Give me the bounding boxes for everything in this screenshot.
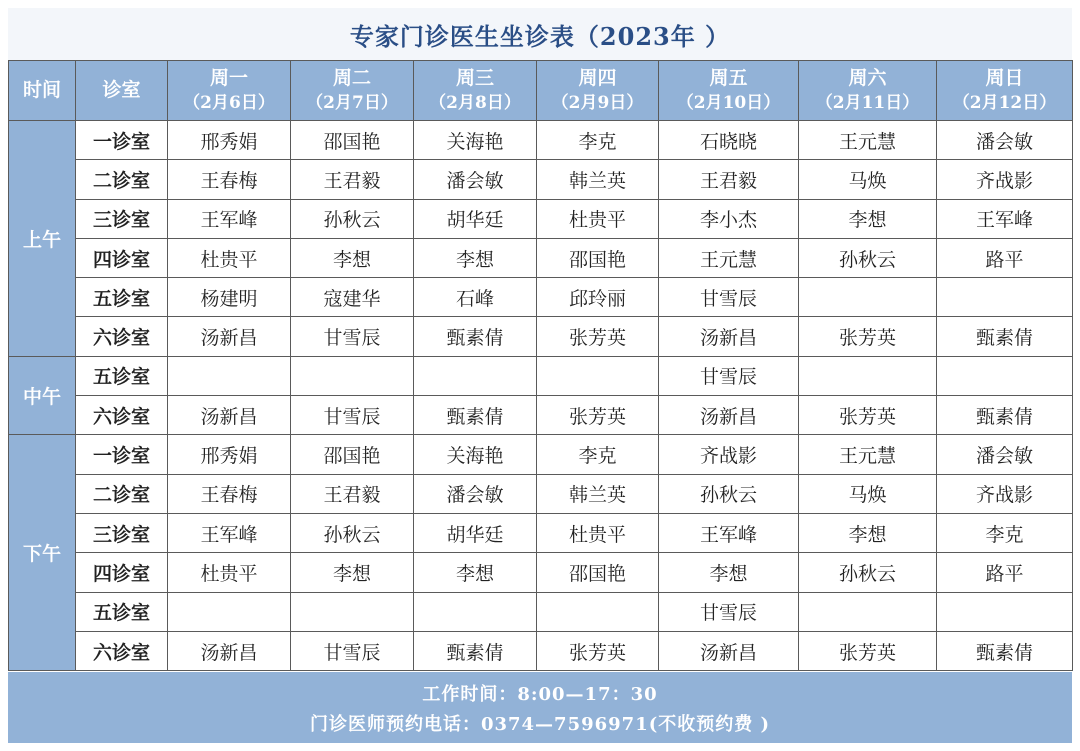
room-name: 六诊室 (76, 396, 168, 435)
doctor-cell-thu (537, 592, 659, 631)
schedule-row (9, 317, 1073, 356)
doctor-cell-fri: 汤新昌 (659, 396, 799, 435)
header-row (9, 61, 1073, 121)
doctor-cell-fri: 汤新昌 (659, 317, 799, 356)
doctor-cell-mon: 王军峰 (168, 513, 291, 552)
doctor-cell-fri: 孙秋云 (659, 474, 799, 513)
header-day-tue: 周二 （2月7日） (291, 61, 414, 121)
doctor-cell-mon: 杨建明 (168, 278, 291, 317)
doctor-cell-wed: 李想 (414, 238, 537, 277)
doctor-cell-sat (799, 278, 937, 317)
doctor-cell-tue: 孙秋云 (291, 513, 414, 552)
room-name: 一诊室 (76, 121, 168, 160)
doctor-cell-tue: 邵国艳 (291, 121, 414, 160)
doctor-cell-sun: 潘会敏 (937, 435, 1073, 474)
doctor-cell-sat: 马焕 (799, 160, 937, 199)
doctor-cell-sun: 路平 (937, 238, 1073, 277)
doctor-cell-thu: 邱玲丽 (537, 278, 659, 317)
doctor-cell-fri: 汤新昌 (659, 631, 799, 670)
header-day-sat: 周六 （2月11日） (799, 61, 937, 121)
doctor-cell-sat (799, 592, 937, 631)
doctor-cell-mon: 杜贵平 (168, 238, 291, 277)
schedule-row (9, 513, 1073, 552)
period-label: 上午 (9, 121, 76, 357)
doctor-cell-sun (937, 592, 1073, 631)
doctor-cell-sun: 李克 (937, 513, 1073, 552)
doctor-cell-fri: 李小杰 (659, 199, 799, 238)
doctor-cell-tue: 孙秋云 (291, 199, 414, 238)
doctor-cell-sun (937, 278, 1073, 317)
doctor-cell-sat: 王元慧 (799, 121, 937, 160)
doctor-cell-thu: 张芳英 (537, 631, 659, 670)
schedule-row (9, 121, 1073, 160)
doctor-cell-tue: 邵国艳 (291, 435, 414, 474)
doctor-cell-mon: 杜贵平 (168, 553, 291, 592)
doctor-cell-sun (937, 356, 1073, 395)
room-name: 三诊室 (76, 199, 168, 238)
doctor-cell-mon (168, 356, 291, 395)
doctor-cell-fri: 甘雪辰 (659, 278, 799, 317)
doctor-cell-thu: 张芳英 (537, 317, 659, 356)
header-day-thu: 周四 （2月9日） (537, 61, 659, 121)
period-label: 中午 (9, 356, 76, 435)
doctor-cell-mon: 王春梅 (168, 160, 291, 199)
page-title: 专家门诊医生坐诊表（2023年 ） (349, 21, 731, 51)
doctor-cell-thu: 杜贵平 (537, 513, 659, 552)
appointment-phone: 门诊医师预约电话：0374—7596971(不收预约费 ) (309, 713, 771, 735)
doctor-cell-tue: 寇建华 (291, 278, 414, 317)
doctor-cell-sun: 齐战影 (937, 474, 1073, 513)
header-day-fri: 周五 （2月10日） (659, 61, 799, 121)
period-label: 下午 (9, 435, 76, 671)
doctor-cell-sat (799, 356, 937, 395)
doctor-cell-sun: 潘会敏 (937, 121, 1073, 160)
header-room: 诊室 (76, 61, 168, 121)
room-name: 二诊室 (76, 160, 168, 199)
working-hours: 工作时间：8:00—17：30 (422, 683, 658, 705)
room-name: 五诊室 (76, 356, 168, 395)
doctor-cell-tue: 甘雪辰 (291, 317, 414, 356)
schedule-row (9, 160, 1073, 199)
title-bar (8, 8, 1072, 60)
doctor-cell-wed: 甄素倩 (414, 631, 537, 670)
schedule-row (9, 553, 1073, 592)
doctor-cell-thu: 张芳英 (537, 396, 659, 435)
schedule-row (9, 238, 1073, 277)
doctor-cell-mon: 汤新昌 (168, 396, 291, 435)
schedule-table (8, 60, 1073, 671)
doctor-cell-wed: 关海艳 (414, 121, 537, 160)
doctor-cell-tue: 李想 (291, 553, 414, 592)
doctor-cell-sat: 张芳英 (799, 317, 937, 356)
doctor-cell-sat: 张芳英 (799, 396, 937, 435)
doctor-cell-sun: 齐战影 (937, 160, 1073, 199)
room-name: 五诊室 (76, 592, 168, 631)
doctor-cell-thu: 邵国艳 (537, 553, 659, 592)
doctor-cell-tue: 甘雪辰 (291, 396, 414, 435)
schedule-row (9, 435, 1073, 474)
doctor-cell-sat: 马焕 (799, 474, 937, 513)
doctor-cell-tue: 甘雪辰 (291, 631, 414, 670)
doctor-cell-wed (414, 356, 537, 395)
room-name: 二诊室 (76, 474, 168, 513)
schedule-row (9, 396, 1073, 435)
doctor-cell-tue: 王君毅 (291, 474, 414, 513)
doctor-cell-sat: 孙秋云 (799, 553, 937, 592)
doctor-cell-thu: 李克 (537, 121, 659, 160)
doctor-cell-thu: 邵国艳 (537, 238, 659, 277)
doctor-cell-fri: 甘雪辰 (659, 356, 799, 395)
room-name: 六诊室 (76, 631, 168, 670)
header-day-sun: 周日 （2月12日） (937, 61, 1073, 121)
doctor-cell-wed (414, 592, 537, 631)
doctor-cell-sat: 张芳英 (799, 631, 937, 670)
schedule-row (9, 356, 1073, 395)
header-day-mon: 周一 （2月6日） (168, 61, 291, 121)
doctor-cell-mon: 王军峰 (168, 199, 291, 238)
doctor-cell-mon (168, 592, 291, 631)
header-time: 时间 (9, 61, 76, 121)
doctor-cell-fri: 甘雪辰 (659, 592, 799, 631)
doctor-cell-thu: 李克 (537, 435, 659, 474)
schedule-row (9, 631, 1073, 670)
doctor-cell-mon: 邢秀娟 (168, 121, 291, 160)
doctor-cell-wed: 胡华廷 (414, 199, 537, 238)
doctor-cell-tue (291, 356, 414, 395)
doctor-cell-mon: 王春梅 (168, 474, 291, 513)
doctor-cell-sun: 甄素倩 (937, 631, 1073, 670)
doctor-cell-wed: 胡华廷 (414, 513, 537, 552)
room-name: 五诊室 (76, 278, 168, 317)
doctor-cell-wed: 甄素倩 (414, 396, 537, 435)
doctor-cell-wed: 甄素倩 (414, 317, 537, 356)
doctor-cell-wed: 李想 (414, 553, 537, 592)
doctor-cell-sat: 王元慧 (799, 435, 937, 474)
doctor-cell-fri: 齐战影 (659, 435, 799, 474)
doctor-cell-sun: 甄素倩 (937, 317, 1073, 356)
room-name: 一诊室 (76, 435, 168, 474)
room-name: 三诊室 (76, 513, 168, 552)
doctor-cell-wed: 关海艳 (414, 435, 537, 474)
doctor-cell-fri: 王君毅 (659, 160, 799, 199)
room-name: 六诊室 (76, 317, 168, 356)
doctor-cell-mon: 汤新昌 (168, 631, 291, 670)
doctor-cell-tue (291, 592, 414, 631)
doctor-cell-wed: 石峰 (414, 278, 537, 317)
schedule-body (9, 121, 1073, 671)
footer-bar (8, 672, 1072, 743)
schedule-row (9, 592, 1073, 631)
doctor-cell-sun: 路平 (937, 553, 1073, 592)
doctor-cell-fri: 王元慧 (659, 238, 799, 277)
doctor-cell-thu (537, 356, 659, 395)
schedule-row (9, 199, 1073, 238)
doctor-cell-sat: 李想 (799, 199, 937, 238)
doctor-cell-fri: 王军峰 (659, 513, 799, 552)
doctor-cell-thu: 韩兰英 (537, 160, 659, 199)
header-day-wed: 周三 （2月8日） (414, 61, 537, 121)
doctor-cell-fri: 李想 (659, 553, 799, 592)
doctor-cell-mon: 邢秀娟 (168, 435, 291, 474)
room-name: 四诊室 (76, 238, 168, 277)
schedule-row (9, 474, 1073, 513)
doctor-cell-fri: 石晓晓 (659, 121, 799, 160)
doctor-cell-thu: 杜贵平 (537, 199, 659, 238)
doctor-cell-wed: 潘会敏 (414, 160, 537, 199)
doctor-cell-tue: 李想 (291, 238, 414, 277)
doctor-cell-tue: 王君毅 (291, 160, 414, 199)
room-name: 四诊室 (76, 553, 168, 592)
doctor-cell-thu: 韩兰英 (537, 474, 659, 513)
schedule-row (9, 278, 1073, 317)
doctor-cell-sat: 李想 (799, 513, 937, 552)
doctor-cell-sun: 王军峰 (937, 199, 1073, 238)
doctor-cell-wed: 潘会敏 (414, 474, 537, 513)
doctor-cell-sat: 孙秋云 (799, 238, 937, 277)
doctor-cell-sun: 甄素倩 (937, 396, 1073, 435)
doctor-cell-mon: 汤新昌 (168, 317, 291, 356)
